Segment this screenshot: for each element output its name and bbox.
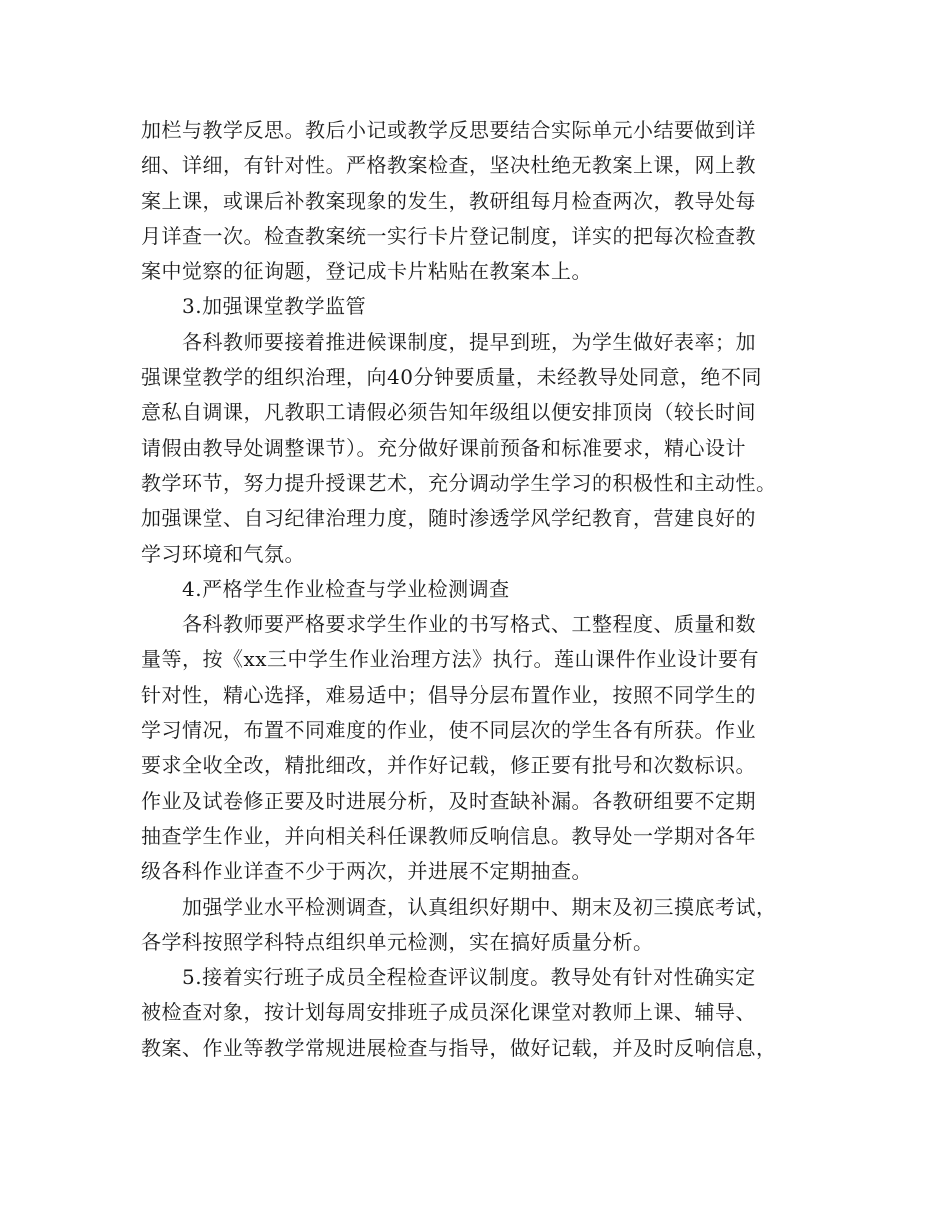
text-line: 月详查一次。检查教案统一实行卡片登记制度，详实的把每次检查教 xyxy=(141,223,756,248)
text-line: 抽查学生作业，并向相关科任课教师反响信息。教导处一学期对各年 xyxy=(141,823,756,848)
text-line: 各学科按照学科特点组织单元检测，实在搞好质量分析。 xyxy=(141,929,654,954)
text-line: 意私自调课，凡教职工请假必须告知年级组以便安排顶岗（较长时间 xyxy=(141,400,756,425)
text-line: 教案、作业等教学常规进展检查与指导，做好记载，并及时反响信息， xyxy=(141,1035,777,1060)
text-line: 要求全收全改，精批细改，并作好记载，修正要有批号和次数标识。 xyxy=(141,753,756,778)
text-line: 请假由教导处调整课节）。充分做好课前预备和标准要求，精心设计 xyxy=(141,435,746,460)
text-line: 教学环节，努力提升授课艺术，充分调动学生学习的积极性和主动性。 xyxy=(141,470,777,495)
text-line: 被检查对象，按计划每周安排班子成员深化课堂对教师上课、辅导、 xyxy=(141,1000,756,1025)
text-line: 强课堂教学的组织治理，向40分钟要质量，未经教导处同意，绝不同 xyxy=(141,365,762,390)
text-line: 量等，按《xx三中学生作业治理方法》执行。莲山课件作业设计要有 xyxy=(141,647,760,672)
text-line: 细、详细，有针对性。严格教案检查，坚决杜绝无教案上课，网上教 xyxy=(141,153,756,178)
text-line: 学习环境和气氛。 xyxy=(141,541,305,566)
paragraph-first-line: 加强学业水平检测调查，认真组织好期中、期末及初三摸底考试， xyxy=(182,894,777,919)
section-heading: 5.接着实行班子成员全程检查评议制度。教导处有针对性确实定 xyxy=(182,965,756,990)
text-line: 案中觉察的征询题，登记成卡片粘贴在教案本上。 xyxy=(141,259,592,284)
text-line: 加强课堂、自习纪律治理力度，随时渗透学风学纪教育，营建良好的 xyxy=(141,506,756,531)
section-heading: 4.严格学生作业检查与学业检测调查 xyxy=(182,576,510,601)
document-body xyxy=(141,113,821,1066)
text-line: 学习情况，布置不同难度的作业，使不同层次的学生各有所获。作业 xyxy=(141,718,756,743)
text-line: 作业及试卷修正要及时进展分析，及时查缺补漏。各教研组要不定期 xyxy=(141,788,756,813)
paragraph-first-line: 各科教师要严格要求学生作业的书写格式、工整程度、质量和数 xyxy=(182,612,756,637)
text-line: 加栏与教学反思。教后小记或教学反思要结合实际单元小结要做到详 xyxy=(141,118,756,142)
text-line: 级各科作业详查不少于两次，并进展不定期抽查。 xyxy=(141,859,592,884)
section-heading: 3.加强课堂教学监管 xyxy=(182,294,367,319)
text-line: 针对性，精心选择，难易适中；倡导分层布置作业，按照不同学生的 xyxy=(141,682,756,707)
text-line: 案上课，或课后补教案现象的发生，教研组每月检查两次，教导处每 xyxy=(141,188,756,213)
paragraph-first-line: 各科教师要接着推进候课制度，提早到班，为学生做好表率；加 xyxy=(182,329,756,354)
